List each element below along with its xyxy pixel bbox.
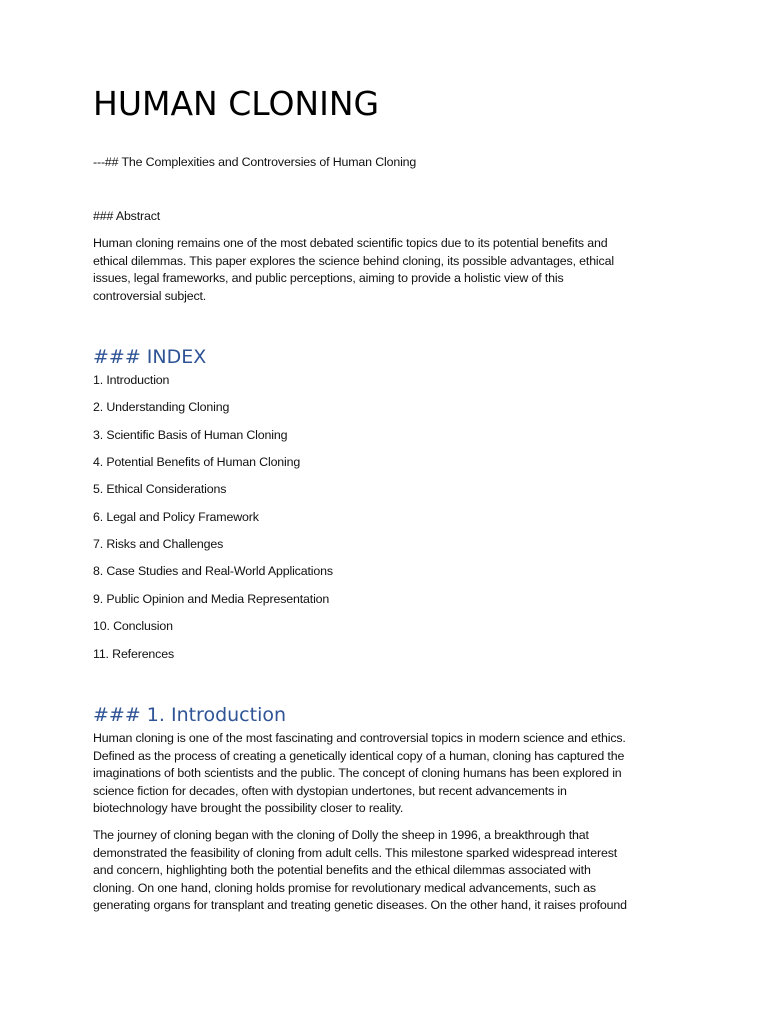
index-item: 11. References bbox=[93, 646, 175, 661]
paragraph-line: demonstrated the feasibility of cloning from adult cells. This milestone sparked widespread interest bbox=[93, 845, 618, 860]
abstract-line: controversial subject. bbox=[93, 288, 207, 303]
index-item: 3. Scientific Basis of Human Cloning bbox=[93, 427, 288, 442]
index-item: 5. Ethical Considerations bbox=[93, 482, 227, 497]
paragraph-line: Defined as the process of creating a genetically identical copy of a human, cloning has captured the bbox=[93, 748, 625, 763]
index-item: 2. Understanding Cloning bbox=[93, 400, 230, 415]
index-item: 8. Case Studies and Real-World Applications bbox=[93, 564, 333, 579]
paragraph-line: biotechnology have brought the possibility closer to reality. bbox=[93, 801, 404, 815]
index-heading: ### INDEX bbox=[93, 346, 207, 368]
paragraph-line: and concern, highlighting both the potential benefits and the ethical dilemmas associated with bbox=[93, 863, 591, 877]
index-item: 6. Legal and Policy Framework bbox=[93, 509, 259, 524]
index-item: 1. Introduction bbox=[93, 373, 170, 387]
paragraph-line: The journey of cloning began with the cloning of Dolly the sheep in 1996, a breakthrough that bbox=[93, 828, 589, 842]
abstract-line: Human cloning remains one of the most debated scientific topics due to its potential benefits and bbox=[93, 236, 608, 250]
index-item: 4. Potential Benefits of Human Cloning bbox=[93, 455, 301, 470]
abstract-heading: ### Abstract bbox=[93, 209, 161, 223]
subtitle: ---## The Complexities and Controversies of Human Cloning bbox=[93, 155, 417, 169]
abstract-line: issues, legal frameworks, and public perceptions, aiming to provide a holistic view of this bbox=[93, 271, 564, 285]
abstract-line: ethical dilemmas. This paper explores the science behind cloning, its possible advantages, ethical bbox=[93, 253, 614, 268]
paragraph-line: cloning. On one hand, cloning holds promise for revolutionary medical advancements, such as bbox=[93, 880, 596, 895]
index-item: 7. Risks and Challenges bbox=[93, 537, 224, 552]
paragraph-line: generating organs for transplant and treating genetic diseases. On the other hand, it raises profound bbox=[93, 898, 627, 912]
paragraph-line: science fiction for decades, often with dystopian undertones, but recent advancements in bbox=[93, 783, 567, 798]
index-item: 10. Conclusion bbox=[93, 619, 173, 634]
paragraph-line: imaginations of both scientists and the public. The concept of cloning humans has been explored in bbox=[93, 766, 622, 780]
index-item: 9. Public Opinion and Media Representation bbox=[93, 591, 330, 606]
document-title: HUMAN CLONING bbox=[93, 84, 380, 123]
paragraph-line: Human cloning is one of the most fascinating and controversial topics in modern science and ethics. bbox=[93, 731, 626, 745]
introduction-heading: ### 1. Introduction bbox=[93, 704, 287, 726]
